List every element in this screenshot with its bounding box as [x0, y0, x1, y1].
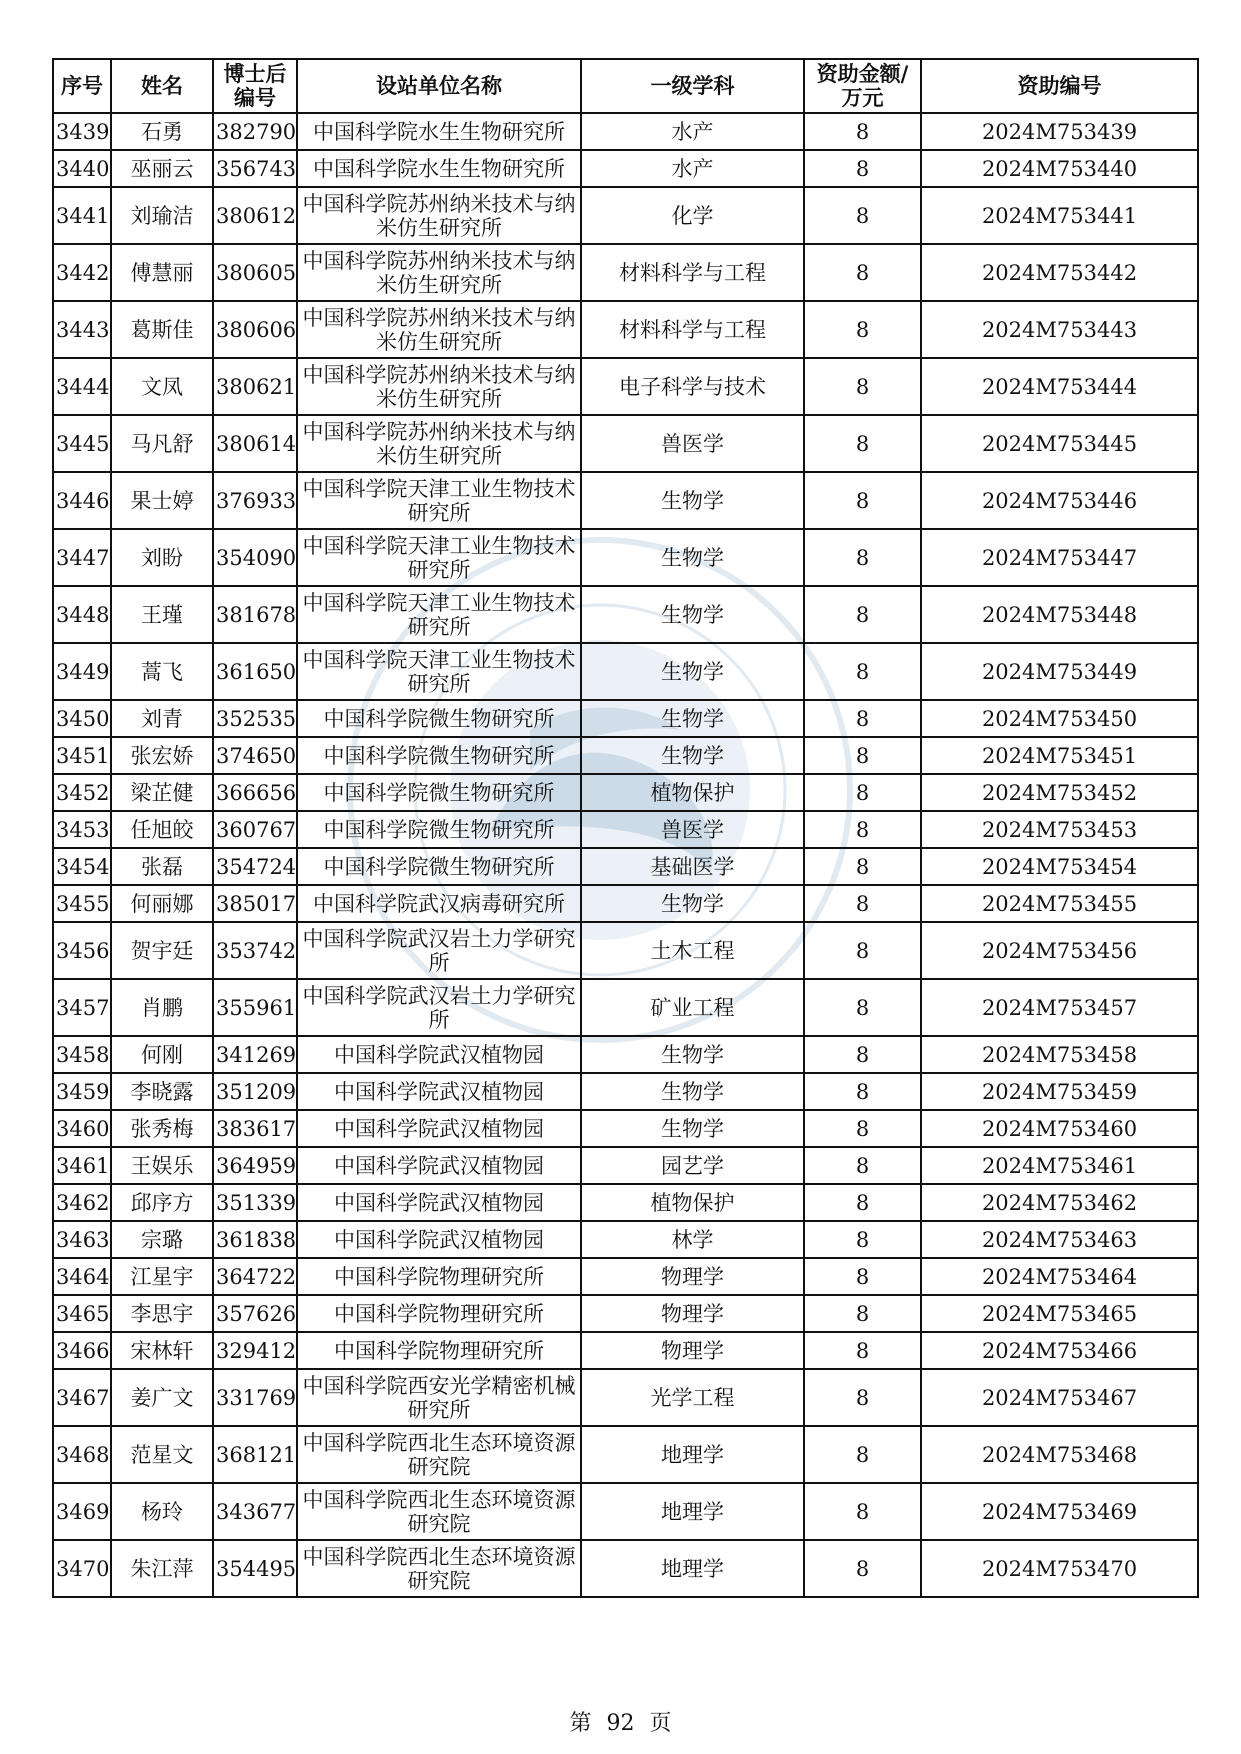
table-row	[53, 244, 1198, 301]
cell-amount: 8	[804, 922, 921, 979]
cell-postdoc-id: 357626	[213, 1295, 297, 1332]
cell-postdoc-id: 354495	[213, 1540, 297, 1597]
cell-station-unit: 中国科学院物理研究所	[297, 1332, 581, 1369]
cell-index: 3468	[53, 1426, 111, 1483]
cell-index: 3444	[53, 358, 111, 415]
cell-funding-id: 2024M753448	[921, 586, 1198, 643]
cell-discipline: 物理学	[581, 1332, 804, 1369]
table-row	[53, 415, 1198, 472]
cell-postdoc-id: 343677	[213, 1483, 297, 1540]
cell-postdoc-id: 353742	[213, 922, 297, 979]
cell-index: 3453	[53, 811, 111, 848]
cell-station-unit: 中国科学院西北生态环境资源研究院	[297, 1540, 581, 1597]
table-row	[53, 1221, 1198, 1258]
cell-discipline: 地理学	[581, 1426, 804, 1483]
cell-postdoc-id: 364959	[213, 1147, 297, 1184]
cell-funding-id: 2024M753462	[921, 1184, 1198, 1221]
cell-amount: 8	[804, 244, 921, 301]
table-row	[53, 1110, 1198, 1147]
cell-postdoc-id: 355961	[213, 979, 297, 1036]
cell-index: 3456	[53, 922, 111, 979]
cell-funding-id: 2024M753457	[921, 979, 1198, 1036]
table-row	[53, 1295, 1198, 1332]
cell-postdoc-id: 380612	[213, 187, 297, 244]
cell-station-unit: 中国科学院水生生物研究所	[297, 150, 581, 187]
cell-funding-id: 2024M753439	[921, 113, 1198, 150]
cell-name: 邱序方	[111, 1184, 213, 1221]
cell-station-unit: 中国科学院武汉植物园	[297, 1073, 581, 1110]
cell-discipline: 电子科学与技术	[581, 358, 804, 415]
cell-station-unit: 中国科学院武汉植物园	[297, 1184, 581, 1221]
cell-name: 果士婷	[111, 472, 213, 529]
cell-discipline: 基础医学	[581, 848, 804, 885]
cell-name: 任旭皎	[111, 811, 213, 848]
cell-station-unit: 中国科学院水生生物研究所	[297, 113, 581, 150]
cell-station-unit: 中国科学院苏州纳米技术与纳米仿生研究所	[297, 301, 581, 358]
cell-funding-id: 2024M753453	[921, 811, 1198, 848]
cell-index: 3461	[53, 1147, 111, 1184]
cell-station-unit: 中国科学院武汉植物园	[297, 1221, 581, 1258]
cell-funding-id: 2024M753463	[921, 1221, 1198, 1258]
cell-index: 3451	[53, 737, 111, 774]
cell-amount: 8	[804, 1147, 921, 1184]
cell-postdoc-id: 354724	[213, 848, 297, 885]
table-row	[53, 811, 1198, 848]
header-index: 序号	[53, 59, 111, 113]
cell-funding-id: 2024M753450	[921, 700, 1198, 737]
cell-discipline: 兽医学	[581, 415, 804, 472]
cell-discipline: 地理学	[581, 1540, 804, 1597]
cell-amount: 8	[804, 1295, 921, 1332]
cell-amount: 8	[804, 1184, 921, 1221]
table-row	[53, 1258, 1198, 1295]
cell-index: 3457	[53, 979, 111, 1036]
cell-postdoc-id: 381678	[213, 586, 297, 643]
cell-station-unit: 中国科学院苏州纳米技术与纳米仿生研究所	[297, 187, 581, 244]
cell-postdoc-id: 366656	[213, 774, 297, 811]
cell-discipline: 生物学	[581, 1036, 804, 1073]
cell-index: 3448	[53, 586, 111, 643]
cell-discipline: 植物保护	[581, 1184, 804, 1221]
cell-index: 3455	[53, 885, 111, 922]
cell-postdoc-id: 352535	[213, 700, 297, 737]
cell-index: 3452	[53, 774, 111, 811]
header-name: 姓名	[111, 59, 213, 113]
cell-name: 刘瑜洁	[111, 187, 213, 244]
cell-name: 何刚	[111, 1036, 213, 1073]
cell-discipline: 园艺学	[581, 1147, 804, 1184]
cell-postdoc-id: 351339	[213, 1184, 297, 1221]
cell-amount: 8	[804, 187, 921, 244]
cell-postdoc-id: 360767	[213, 811, 297, 848]
cell-funding-id: 2024M753461	[921, 1147, 1198, 1184]
cell-name: 张秀梅	[111, 1110, 213, 1147]
cell-amount: 8	[804, 700, 921, 737]
cell-postdoc-id: 329412	[213, 1332, 297, 1369]
cell-funding-id: 2024M753456	[921, 922, 1198, 979]
cell-index: 3454	[53, 848, 111, 885]
cell-index: 3446	[53, 472, 111, 529]
cell-index: 3440	[53, 150, 111, 187]
cell-amount: 8	[804, 150, 921, 187]
cell-amount: 8	[804, 1221, 921, 1258]
cell-station-unit: 中国科学院西安光学精密机械研究所	[297, 1369, 581, 1426]
cell-station-unit: 中国科学院西北生态环境资源研究院	[297, 1483, 581, 1540]
cell-discipline: 地理学	[581, 1483, 804, 1540]
cell-station-unit: 中国科学院武汉病毒研究所	[297, 885, 581, 922]
cell-name: 朱江萍	[111, 1540, 213, 1597]
cell-discipline: 材料科学与工程	[581, 244, 804, 301]
cell-amount: 8	[804, 472, 921, 529]
cell-discipline: 材料科学与工程	[581, 301, 804, 358]
cell-name: 傅慧丽	[111, 244, 213, 301]
cell-index: 3463	[53, 1221, 111, 1258]
cell-index: 3469	[53, 1483, 111, 1540]
cell-amount: 8	[804, 415, 921, 472]
cell-name: 张宏娇	[111, 737, 213, 774]
header-funding-id: 资助编号	[921, 59, 1198, 113]
page-number: 92	[606, 1711, 635, 1736]
cell-station-unit: 中国科学院天津工业生物技术研究所	[297, 472, 581, 529]
table-row	[53, 472, 1198, 529]
cell-station-unit: 中国科学院武汉岩土力学研究所	[297, 979, 581, 1036]
cell-postdoc-id: 376933	[213, 472, 297, 529]
cell-index: 3466	[53, 1332, 111, 1369]
cell-index: 3459	[53, 1073, 111, 1110]
cell-discipline: 植物保护	[581, 774, 804, 811]
header-postdoc-id: 博士后编号	[213, 59, 297, 113]
cell-station-unit: 中国科学院物理研究所	[297, 1258, 581, 1295]
cell-funding-id: 2024M753446	[921, 472, 1198, 529]
cell-postdoc-id: 380606	[213, 301, 297, 358]
cell-name: 杨玲	[111, 1483, 213, 1540]
table-row	[53, 737, 1198, 774]
cell-amount: 8	[804, 885, 921, 922]
table-row	[53, 1540, 1198, 1597]
cell-postdoc-id: 383617	[213, 1110, 297, 1147]
page-suffix: 页	[649, 1711, 672, 1736]
table-row	[53, 1184, 1198, 1221]
table-row	[53, 700, 1198, 737]
cell-station-unit: 中国科学院苏州纳米技术与纳米仿生研究所	[297, 415, 581, 472]
table-row	[53, 187, 1198, 244]
cell-station-unit: 中国科学院物理研究所	[297, 1295, 581, 1332]
cell-funding-id: 2024M753468	[921, 1426, 1198, 1483]
cell-station-unit: 中国科学院西北生态环境资源研究院	[297, 1426, 581, 1483]
cell-name: 宗璐	[111, 1221, 213, 1258]
cell-station-unit: 中国科学院微生物研究所	[297, 848, 581, 885]
cell-station-unit: 中国科学院武汉植物园	[297, 1147, 581, 1184]
cell-station-unit: 中国科学院天津工业生物技术研究所	[297, 529, 581, 586]
cell-amount: 8	[804, 529, 921, 586]
table-row	[53, 1036, 1198, 1073]
funding-roster-table	[52, 58, 1199, 1598]
header-station-unit: 设站单位名称	[297, 59, 581, 113]
cell-index: 3449	[53, 643, 111, 700]
table-row	[53, 1426, 1198, 1483]
table-row	[53, 922, 1198, 979]
cell-funding-id: 2024M753445	[921, 415, 1198, 472]
table-row	[53, 1332, 1198, 1369]
table-row	[53, 301, 1198, 358]
cell-funding-id: 2024M753451	[921, 737, 1198, 774]
page-prefix: 第	[569, 1711, 592, 1736]
cell-station-unit: 中国科学院武汉植物园	[297, 1110, 581, 1147]
cell-name: 范星文	[111, 1426, 213, 1483]
cell-index: 3442	[53, 244, 111, 301]
table-row	[53, 979, 1198, 1036]
cell-discipline: 兽医学	[581, 811, 804, 848]
cell-postdoc-id: 331769	[213, 1369, 297, 1426]
cell-discipline: 生物学	[581, 700, 804, 737]
cell-amount: 8	[804, 774, 921, 811]
cell-name: 刘盼	[111, 529, 213, 586]
cell-funding-id: 2024M753470	[921, 1540, 1198, 1597]
cell-funding-id: 2024M753467	[921, 1369, 1198, 1426]
cell-discipline: 物理学	[581, 1295, 804, 1332]
cell-name: 江星宇	[111, 1258, 213, 1295]
table-row	[53, 848, 1198, 885]
cell-name: 巫丽云	[111, 150, 213, 187]
cell-discipline: 生物学	[581, 1073, 804, 1110]
cell-postdoc-id: 356743	[213, 150, 297, 187]
cell-funding-id: 2024M753452	[921, 774, 1198, 811]
cell-name: 文凤	[111, 358, 213, 415]
cell-discipline: 生物学	[581, 643, 804, 700]
cell-amount: 8	[804, 358, 921, 415]
cell-discipline: 水产	[581, 150, 804, 187]
cell-postdoc-id: 380605	[213, 244, 297, 301]
table-row	[53, 113, 1198, 150]
cell-station-unit: 中国科学院天津工业生物技术研究所	[297, 643, 581, 700]
cell-name: 肖鹏	[111, 979, 213, 1036]
cell-funding-id: 2024M753440	[921, 150, 1198, 187]
table-row	[53, 1369, 1198, 1426]
page-footer	[0, 1706, 1241, 1737]
cell-funding-id: 2024M753449	[921, 643, 1198, 700]
cell-name: 石勇	[111, 113, 213, 150]
cell-index: 3465	[53, 1295, 111, 1332]
cell-amount: 8	[804, 1426, 921, 1483]
header-discipline: 一级学科	[581, 59, 804, 113]
cell-amount: 8	[804, 811, 921, 848]
cell-postdoc-id: 361838	[213, 1221, 297, 1258]
cell-funding-id: 2024M753455	[921, 885, 1198, 922]
cell-postdoc-id: 374650	[213, 737, 297, 774]
table-header-row	[53, 59, 1198, 113]
table-row	[53, 529, 1198, 586]
cell-postdoc-id: 351209	[213, 1073, 297, 1110]
cell-index: 3462	[53, 1184, 111, 1221]
cell-discipline: 矿业工程	[581, 979, 804, 1036]
cell-station-unit: 中国科学院苏州纳米技术与纳米仿生研究所	[297, 244, 581, 301]
cell-name: 张磊	[111, 848, 213, 885]
cell-funding-id: 2024M753441	[921, 187, 1198, 244]
cell-amount: 8	[804, 301, 921, 358]
cell-amount: 8	[804, 979, 921, 1036]
cell-amount: 8	[804, 737, 921, 774]
cell-discipline: 林学	[581, 1221, 804, 1258]
cell-funding-id: 2024M753454	[921, 848, 1198, 885]
table-row	[53, 586, 1198, 643]
table-row	[53, 885, 1198, 922]
table-row	[53, 150, 1198, 187]
cell-index: 3450	[53, 700, 111, 737]
cell-index: 3439	[53, 113, 111, 150]
cell-name: 梁芷健	[111, 774, 213, 811]
cell-station-unit: 中国科学院微生物研究所	[297, 700, 581, 737]
header-amount: 资助金额/万元	[804, 59, 921, 113]
table-body	[53, 113, 1198, 1597]
cell-station-unit: 中国科学院苏州纳米技术与纳米仿生研究所	[297, 358, 581, 415]
cell-name: 宋林轩	[111, 1332, 213, 1369]
cell-amount: 8	[804, 848, 921, 885]
cell-discipline: 物理学	[581, 1258, 804, 1295]
cell-index: 3470	[53, 1540, 111, 1597]
cell-index: 3467	[53, 1369, 111, 1426]
cell-station-unit: 中国科学院微生物研究所	[297, 737, 581, 774]
cell-index: 3460	[53, 1110, 111, 1147]
table-row	[53, 643, 1198, 700]
table-row	[53, 358, 1198, 415]
cell-amount: 8	[804, 586, 921, 643]
cell-funding-id: 2024M753444	[921, 358, 1198, 415]
cell-name: 王瑾	[111, 586, 213, 643]
cell-name: 马凡舒	[111, 415, 213, 472]
cell-amount: 8	[804, 113, 921, 150]
cell-discipline: 光学工程	[581, 1369, 804, 1426]
cell-funding-id: 2024M753460	[921, 1110, 1198, 1147]
cell-station-unit: 中国科学院微生物研究所	[297, 774, 581, 811]
cell-funding-id: 2024M753464	[921, 1258, 1198, 1295]
cell-funding-id: 2024M753459	[921, 1073, 1198, 1110]
cell-name: 李思宇	[111, 1295, 213, 1332]
cell-postdoc-id: 382790	[213, 113, 297, 150]
cell-postdoc-id: 368121	[213, 1426, 297, 1483]
cell-funding-id: 2024M753442	[921, 244, 1198, 301]
cell-discipline: 生物学	[581, 885, 804, 922]
cell-index: 3441	[53, 187, 111, 244]
cell-station-unit: 中国科学院微生物研究所	[297, 811, 581, 848]
cell-amount: 8	[804, 1110, 921, 1147]
cell-name: 王娱乐	[111, 1147, 213, 1184]
cell-name: 刘青	[111, 700, 213, 737]
cell-name: 葛斯佳	[111, 301, 213, 358]
cell-index: 3445	[53, 415, 111, 472]
cell-funding-id: 2024M753443	[921, 301, 1198, 358]
cell-discipline: 生物学	[581, 1110, 804, 1147]
cell-amount: 8	[804, 1332, 921, 1369]
cell-index: 3443	[53, 301, 111, 358]
cell-discipline: 生物学	[581, 737, 804, 774]
table-row	[53, 1483, 1198, 1540]
cell-name: 蒿飞	[111, 643, 213, 700]
cell-postdoc-id: 364722	[213, 1258, 297, 1295]
cell-amount: 8	[804, 1258, 921, 1295]
cell-discipline: 土木工程	[581, 922, 804, 979]
cell-postdoc-id: 354090	[213, 529, 297, 586]
cell-amount: 8	[804, 1073, 921, 1110]
cell-amount: 8	[804, 1036, 921, 1073]
cell-funding-id: 2024M753447	[921, 529, 1198, 586]
cell-amount: 8	[804, 1483, 921, 1540]
cell-discipline: 生物学	[581, 472, 804, 529]
cell-postdoc-id: 361650	[213, 643, 297, 700]
cell-name: 贺宇廷	[111, 922, 213, 979]
cell-station-unit: 中国科学院武汉植物园	[297, 1036, 581, 1073]
cell-funding-id: 2024M753466	[921, 1332, 1198, 1369]
cell-postdoc-id: 380621	[213, 358, 297, 415]
cell-discipline: 生物学	[581, 586, 804, 643]
cell-amount: 8	[804, 643, 921, 700]
cell-postdoc-id: 341269	[213, 1036, 297, 1073]
cell-name: 何丽娜	[111, 885, 213, 922]
cell-station-unit: 中国科学院天津工业生物技术研究所	[297, 586, 581, 643]
cell-index: 3464	[53, 1258, 111, 1295]
table-row	[53, 1147, 1198, 1184]
cell-name: 李晓露	[111, 1073, 213, 1110]
cell-postdoc-id: 385017	[213, 885, 297, 922]
cell-name: 姜广文	[111, 1369, 213, 1426]
cell-index: 3447	[53, 529, 111, 586]
cell-funding-id: 2024M753465	[921, 1295, 1198, 1332]
cell-discipline: 化学	[581, 187, 804, 244]
cell-funding-id: 2024M753469	[921, 1483, 1198, 1540]
cell-amount: 8	[804, 1540, 921, 1597]
table-row	[53, 774, 1198, 811]
cell-discipline: 生物学	[581, 529, 804, 586]
table-row	[53, 1073, 1198, 1110]
cell-postdoc-id: 380614	[213, 415, 297, 472]
cell-amount: 8	[804, 1369, 921, 1426]
cell-funding-id: 2024M753458	[921, 1036, 1198, 1073]
cell-discipline: 水产	[581, 113, 804, 150]
cell-station-unit: 中国科学院武汉岩土力学研究所	[297, 922, 581, 979]
cell-index: 3458	[53, 1036, 111, 1073]
